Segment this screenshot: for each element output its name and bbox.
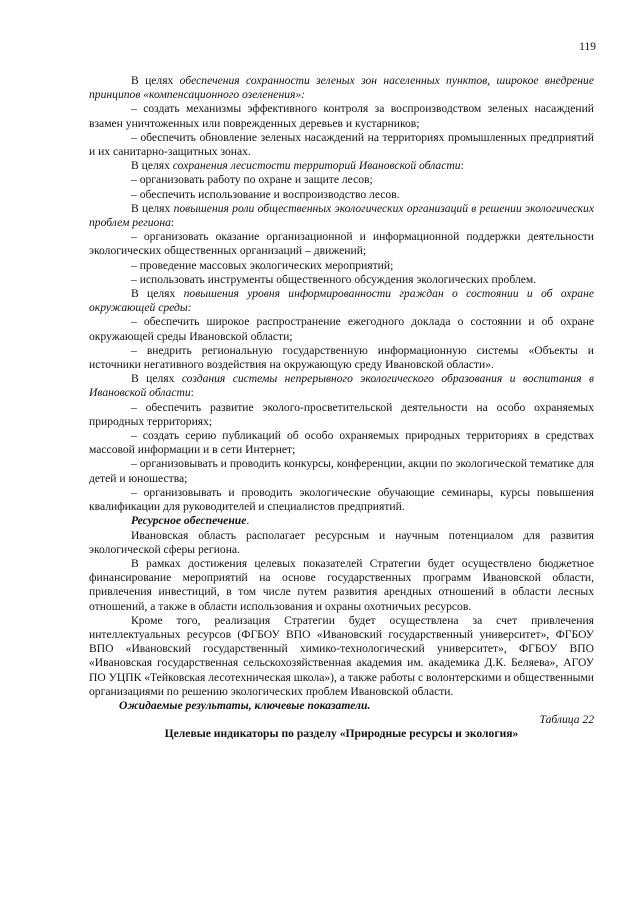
goal-lead: В целях: [131, 159, 173, 173]
list-item: – создать серию публикаций об особо охраняемых природных территориях в средствах массовой информации и в сети Интернет;: [89, 429, 594, 457]
page-number: 119: [579, 41, 596, 53]
goal-heading: [89, 159, 594, 173]
goal-tail: :: [190, 386, 194, 400]
table-number: Таблица 22: [539, 713, 594, 727]
resource-paragraph: В рамках достижения целевых показателей Стратегии будет осуществлено бюджетное финансирование мероприятий на основе государственных программ Ивановской области, привлечения инвестиций, в том числе путем развития арендных отношений в области лесных отношений, а также в области использования и охраны охотничьих ресурсов.: [89, 556, 594, 613]
document-body: [89, 74, 594, 742]
list-item: – обеспечить обновление зеленых насаждений на территориях промышленных предприятий и их санитарно-защитных зонах.: [89, 130, 594, 159]
list-item: – обеспечить использование и воспроизводство лесов.: [131, 187, 400, 201]
goal-lead: В целях: [131, 287, 184, 301]
table-title: Целевые индикаторы по разделу «Природные ресурсы и экология»: [164, 727, 519, 741]
list-item: – внедрить региональную государственную информационную системы «Объекты и источники негативного воздействия на окружающую среду Ивановской области».: [89, 343, 594, 372]
resource-heading: Ресурсное обеспечение: [131, 514, 247, 528]
goal-lead: В целях: [131, 372, 182, 386]
list-item: – организовать работу по охране и защите лесов;: [131, 173, 373, 187]
goal-lead: В целях: [131, 201, 174, 215]
list-item: – проведение массовых экологических мероприятий;: [131, 258, 394, 272]
goal-topic: сохранения лесистости территорий Ивановской области: [172, 159, 461, 173]
list-item: – организовывать и проводить экологические обучающие семинары, курсы повышения квалификации для руководителей и специалистов предприятий.: [89, 485, 594, 514]
goal-tail: :: [170, 216, 175, 230]
goal-topic: обеспечения сохранности зеленых зон населенных пунктов, широкое внедрение принципов «компенсационного озеленения»:: [89, 74, 594, 102]
goal-heading: [89, 287, 594, 315]
goal-topic: повышения уровня информированности граждан о состоянии и об охране окружающей среды:: [89, 287, 595, 315]
list-item: – обеспечить широкое распространение ежегодного доклада о состоянии и об охране окружающей среды Ивановской области;: [89, 315, 594, 343]
resource-paragraph: Кроме того, реализация Стратегии будет осуществлена за счет привлечения интеллектуальных ресурсов (ФГБОУ ВПО «Ивановский государственный университет», ФГБОУ ВПО «Ивановский государственный химико-технологический университет», ФГБОУ ВПО «Ивановская государственная сельскохозяйственная академия им. академика Д.К. Беляева», АГОУ ПО УЦПК «Тейковская лесотехническая школа»), а также работы с волонтерскими и общественными организациями по решению экологических проблем Ивановской области.: [89, 613, 594, 698]
resource-section: [89, 529, 594, 699]
goal-lead: В целях: [131, 74, 180, 87]
list-item: – обеспечить развитие эколого-просветительской деятельности на особо охраняемых природных территориях;: [89, 400, 594, 428]
list-item: – организовать оказание организационной и информационной поддержки деятельности экологических общественных организаций – движений;: [89, 230, 594, 258]
goal-heading: [89, 202, 594, 230]
goal-tail: :: [460, 159, 464, 173]
resource-heading-paragraph: [89, 514, 594, 528]
goal-topic: создания системы непрерывного экологического образования и воспитания в Ивановской области: [89, 372, 595, 400]
list-item: – использовать инструменты общественного обсуждения экологических проблем.: [131, 272, 537, 286]
resource-paragraph: Ивановская область располагает ресурсным и научным потенциалом для развития экологической сферы региона.: [89, 528, 594, 556]
goal-heading: [89, 74, 594, 102]
goals-section: [89, 74, 594, 514]
list-item: – создать механизмы эффективного контроля за воспроизводством зеленых насаждений взамен уничтоженных или поврежденных деревьев и кустарников;: [89, 102, 594, 130]
goal-topic: повышения роли общественных экологических организаций в решении экологических проблем региона: [89, 201, 594, 230]
goal-heading: [89, 372, 594, 400]
list-item: – организовывать и проводить конкурсы, конференции, акции по экологической тематике для детей и юношества;: [89, 457, 594, 485]
results-heading: Ожидаемые результаты, ключевые показатели.: [119, 698, 371, 712]
resource-heading-period: .: [246, 514, 250, 528]
